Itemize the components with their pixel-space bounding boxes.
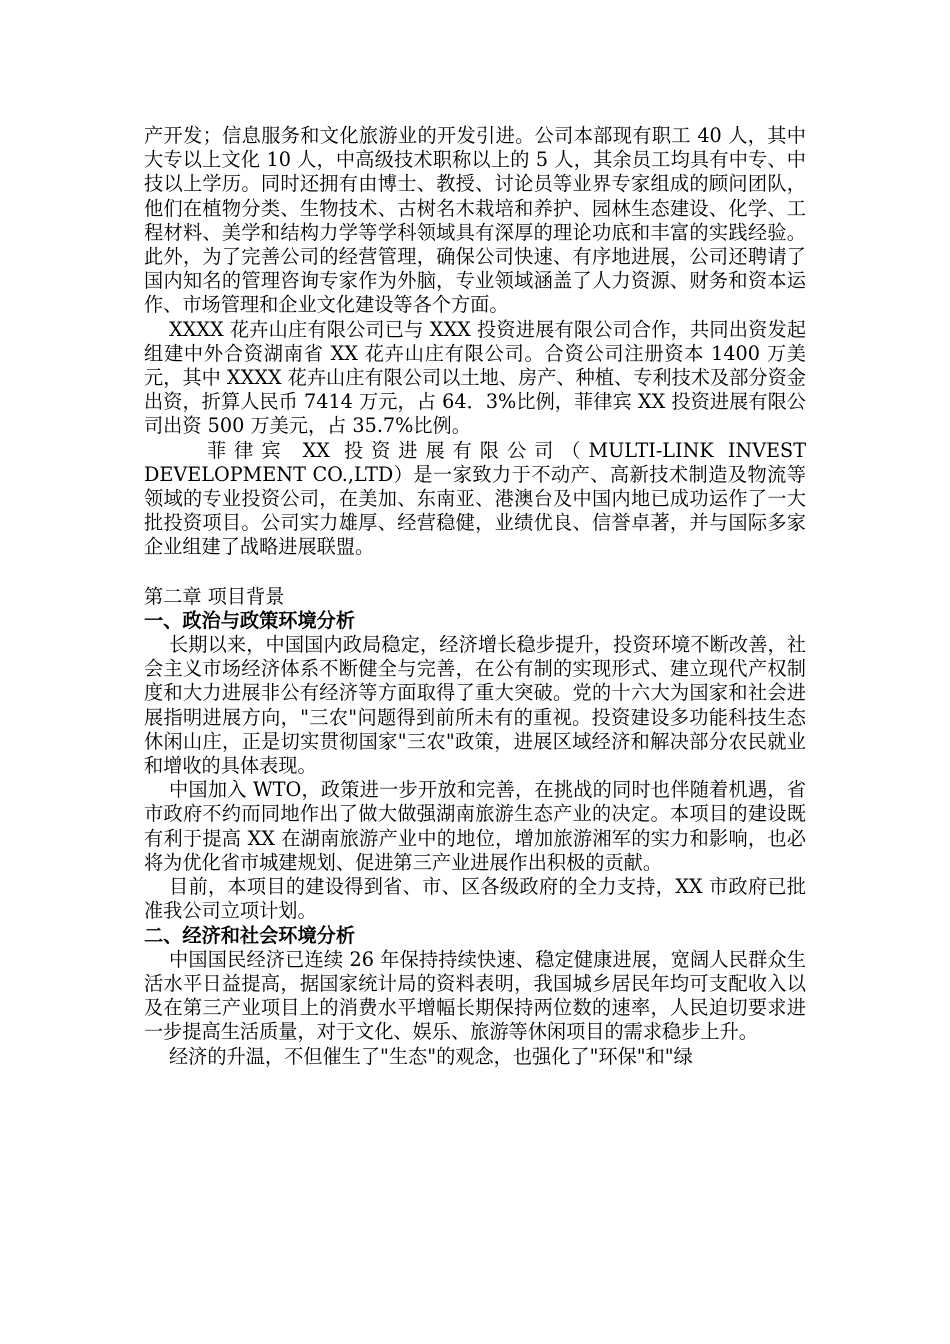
- blank-line: [144, 560, 806, 585]
- paragraph-economy-2: 经济的升温，不但催生了"生态"的观念，也强化了"环保"和"绿: [169, 1044, 693, 1068]
- paragraph-politics-3: 目前，本项目的建设得到省、市、区各级政府的全力支持，XX 市政府已批准我公司立项计划。: [144, 875, 806, 923]
- paragraph-economy-1: 中国国民经济已连续 26 年保持持续快速、稳定健康进展，宽阔人民群众生活水平日益提高，据国家统计局的资料表明，我国城乡居民年均可支配收入以及在第三产业项目上的消费水平增幅长期保持两位数的速率，人民迫切要求进一步提高生活质量，对于文化、娱乐、旅游等休闲项目的需求稳步上升。: [144, 947, 806, 1044]
- paragraph-company-staff: 产开发；信息服务和文化旅游业的开发引进。公司本部现有职工 40 人，其中大专以上文化 10 人，中高级技术职称以上的 5 人，其余员工均具有中专、中技以上学历。同时还拥有由博士、教授、讨论员等业界专家组成的顾问团队，他们在植物分类、生物技术、古树名木栽培和养护、园林生态建设、化学、工程材料、美学和结构力学等学科领域具有深厚的理论功底和丰富的实践经验。此外，为了完善公司的经营管理，确保公司快速、有序地进展，公司还聘请了国内知名的管理咨询专家作为外脑，专业领域涵盖了人力资源、财务和资本运作、市场管理和企业文化建设等各个方面。: [144, 124, 806, 317]
- paragraph-investor-profile: 菲律宾 XX 投资进展有限公司（MULTI-LINK INVEST DEVELOPMENT CO.,LTD）是一家致力于不动产、高新技术制造及物流等领域的专业投资公司，在美加、东南亚、港澳台及中国内地已成功运作了一大批投资项目。公司实力雄厚、经营稳健，业绩优良、信誉卓著，并与国际多家企业组建了战略进展联盟。: [144, 438, 806, 559]
- chapter-title: 第二章 项目背景: [144, 584, 285, 608]
- section-heading-politics: 一、政治与政策环境分析: [144, 608, 356, 632]
- section-heading-economy: 二、经济和社会环境分析: [144, 923, 356, 947]
- paragraph-joint-venture: XXXX 花卉山庄有限公司已与 XXX 投资进展有限公司合作，共同出资发起组建中外合资湖南省 XX 花卉山庄有限公司。合资公司注册资本 1400 万美元，其中 XXXX 花卉山庄有限公司以土地、房产、种植、专利技术及部分资金出资，折算人民币 7414 万元，占 64．3%比例，菲律宾 XX 投资进展有限公司出资 500 万美元，占 35.7%比例。: [144, 317, 806, 438]
- document-body: [144, 124, 806, 1069]
- paragraph-politics-1: 长期以来，中国国内政局稳定，经济增长稳步提升，投资环境不断改善，社会主义市场经济体系不断健全与完善，在公有制的实现形式、建立现代产权制度和大力进展非公有经济等方面取得了重大突破。党的十六大为国家和社会进展指明进展方向，"三农"问题得到前所未有的重视。投资建设多功能科技生态休闲山庄，正是切实贯彻国家"三农"政策，进展区域经济和解决部分农民就业和增收的具体表现。: [144, 633, 806, 778]
- paragraph-politics-2: 中国加入 WTO，政策进一步开放和完善，在挑战的同时也伴随着机遇，省市政府不约而同地作出了做大做强湖南旅游生态产业的决定。本项目的建设既有利于提高 XX 在湖南旅游产业中的地位，增加旅游湘军的实力和影响，也必将为优化省市城建规划、促进第三产业进展作出积极的贡献。: [144, 778, 806, 874]
